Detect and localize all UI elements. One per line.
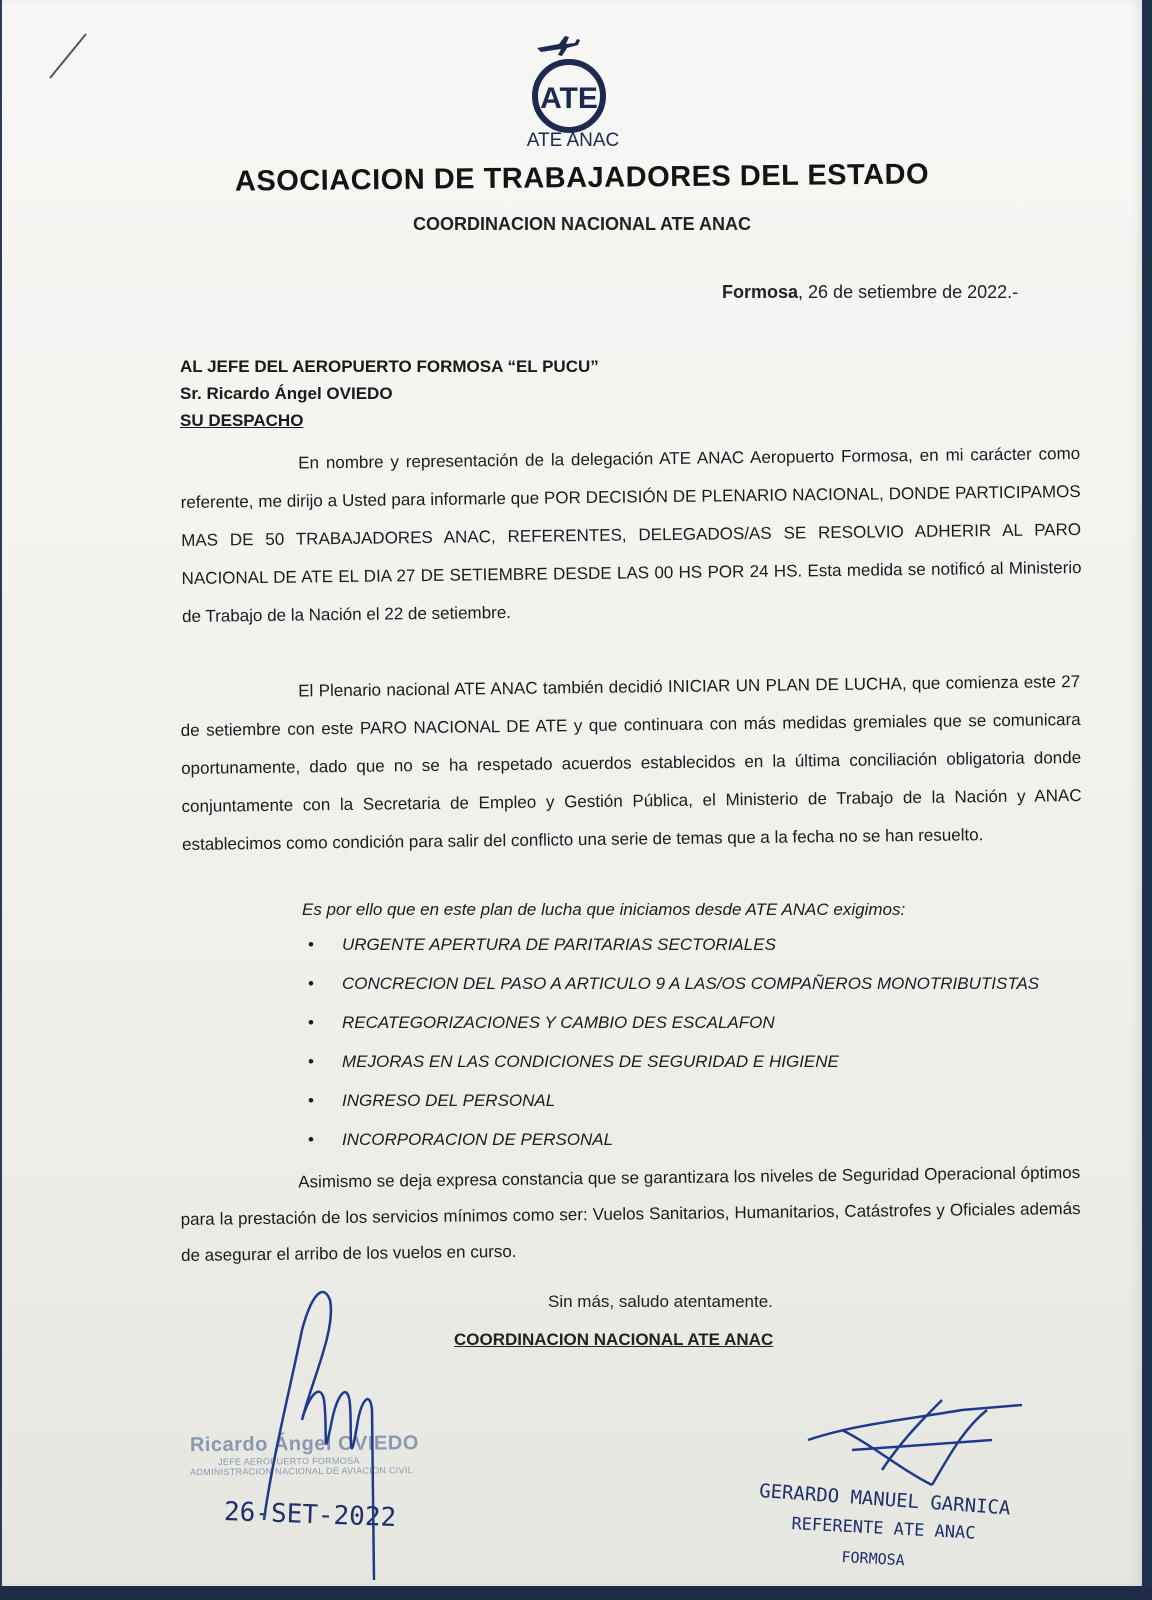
stamp-name: Ricardo Ángel OVIEDO — [189, 1432, 419, 1457]
stamp-line-2: ADMINISTRACION NACIONAL DE AVIACION CIVIL — [190, 1465, 414, 1478]
referent-name: GERARDO MANUEL GARNICA — [758, 1480, 1012, 1520]
list-item: • URGENTE APERTURA DE PARITARIAS SECTORIALES — [302, 935, 1039, 974]
addressee-line-3: SU DESPACHO — [180, 411, 304, 430]
brand-subtitle: ATE ANAC — [526, 130, 620, 151]
list-item: • CONCRECION DEL PASO A ARTICULO 9 A LAS/OS COMPAÑEROS MONOTRIBUTISTAS — [302, 974, 1039, 1013]
list-item: • MEJORAS EN LAS CONDICIONES DE SEGURIDAD E HIGIENE — [302, 1052, 1039, 1091]
list-item: • INCORPORACION DE PERSONAL — [302, 1130, 1039, 1169]
paragraph-2-text: El Plenario nacional ATE ANAC también decidió INICIAR UN PLAN DE LUCHA, que comienza este 27 de setiembre con este PARO NACIONAL DE ATE y que continuara con más medidas gremiales que se comunicara oportunamente, dado que no se ha respetado acuerdos establecidos en la última conciliación obligatoria donde conjuntamente con la Secretaria de Empleo y Gestión Pública, el Ministerio de Trabajo de la Nación y ANAC establecimos como condición para salir del conflicto una serie de temas que a la fecha no se han resuelto. — [180, 672, 1082, 854]
handwritten-received-date: 26-SET-2022 — [223, 1497, 397, 1533]
referent-signature — [808, 1400, 1022, 1485]
background-edge-right — [1142, 0, 1152, 1600]
document-page — [2, 0, 1144, 1588]
referent-role: REFERENTE ATE ANAC — [790, 1514, 976, 1544]
organization-subtitle: COORDINACION NACIONAL ATE ANAC — [413, 214, 751, 234]
demands-intro: Es por ello que en este plan de lucha que iniciamos desde ATE ANAC exigimos: — [302, 900, 906, 919]
closing-organization: COORDINACION NACIONAL ATE ANAC — [454, 1330, 774, 1349]
logo-text: ATE — [540, 82, 598, 115]
organization-title: ASOCIACION DE TRABAJADORES DEL ESTADO — [234, 158, 930, 198]
closing-greeting: Sin más, saludo atentamente. — [548, 1292, 773, 1311]
signatures-layer — [2, 0, 1144, 1588]
addressee-line-1: AL JEFE DEL AEROPUERTO FORMOSA “EL PUCU” — [180, 357, 599, 376]
list-item: • INGRESO DEL PERSONAL — [302, 1091, 1039, 1130]
paragraph-1-text: En nombre y representación de la delegación ATE ANAC Aeropuerto Formosa, en mi carácter como referente, me dirijo a Usted para informarle que POR DECISIÓN DE PLENARIO NACIONAL, DONDE PARTICIPAMOS MAS DE 50 TRABAJADORES ANAC, REFERENTES, DELEGADOS/AS SE RESOLVIO ADHERIR AL PARO NACIONAL DE ATE EL DIA 27 DE SETIEMBRE DESDE LAS 00 HS POR 24 HS. Esta medida se notificó al Ministerio de Trabajo de la Nación el 22 de setiembre. — [180, 444, 1082, 626]
receiver-signature — [264, 1292, 374, 1580]
background-edge-bottom — [0, 1586, 1152, 1600]
list-item: • RECATEGORIZACIONES Y CAMBIO DES ESCALAFON — [302, 1013, 1039, 1052]
paragraph-3-text: Asimismo se deja expresa constancia que se garantizara los niveles de Seguridad Operacional óptimos para la prestación de los servicios mínimos como ser: Vuelos Sanitarios, Humanitarios, Catástrofes y Oficiales además de asegurar el arribo de los vuelos en curso. — [180, 1163, 1081, 1265]
date-place: Formosa — [722, 282, 799, 302]
stamp-line-1: JEFE AEROPUERTO FORMOSA — [218, 1455, 360, 1467]
date-text: , 26 de setiembre de 2022.- — [798, 282, 1019, 302]
addressee-line-2: Sr. Ricardo Ángel OVIEDO — [180, 384, 393, 403]
referent-place: FORMOSA — [841, 1548, 906, 1570]
